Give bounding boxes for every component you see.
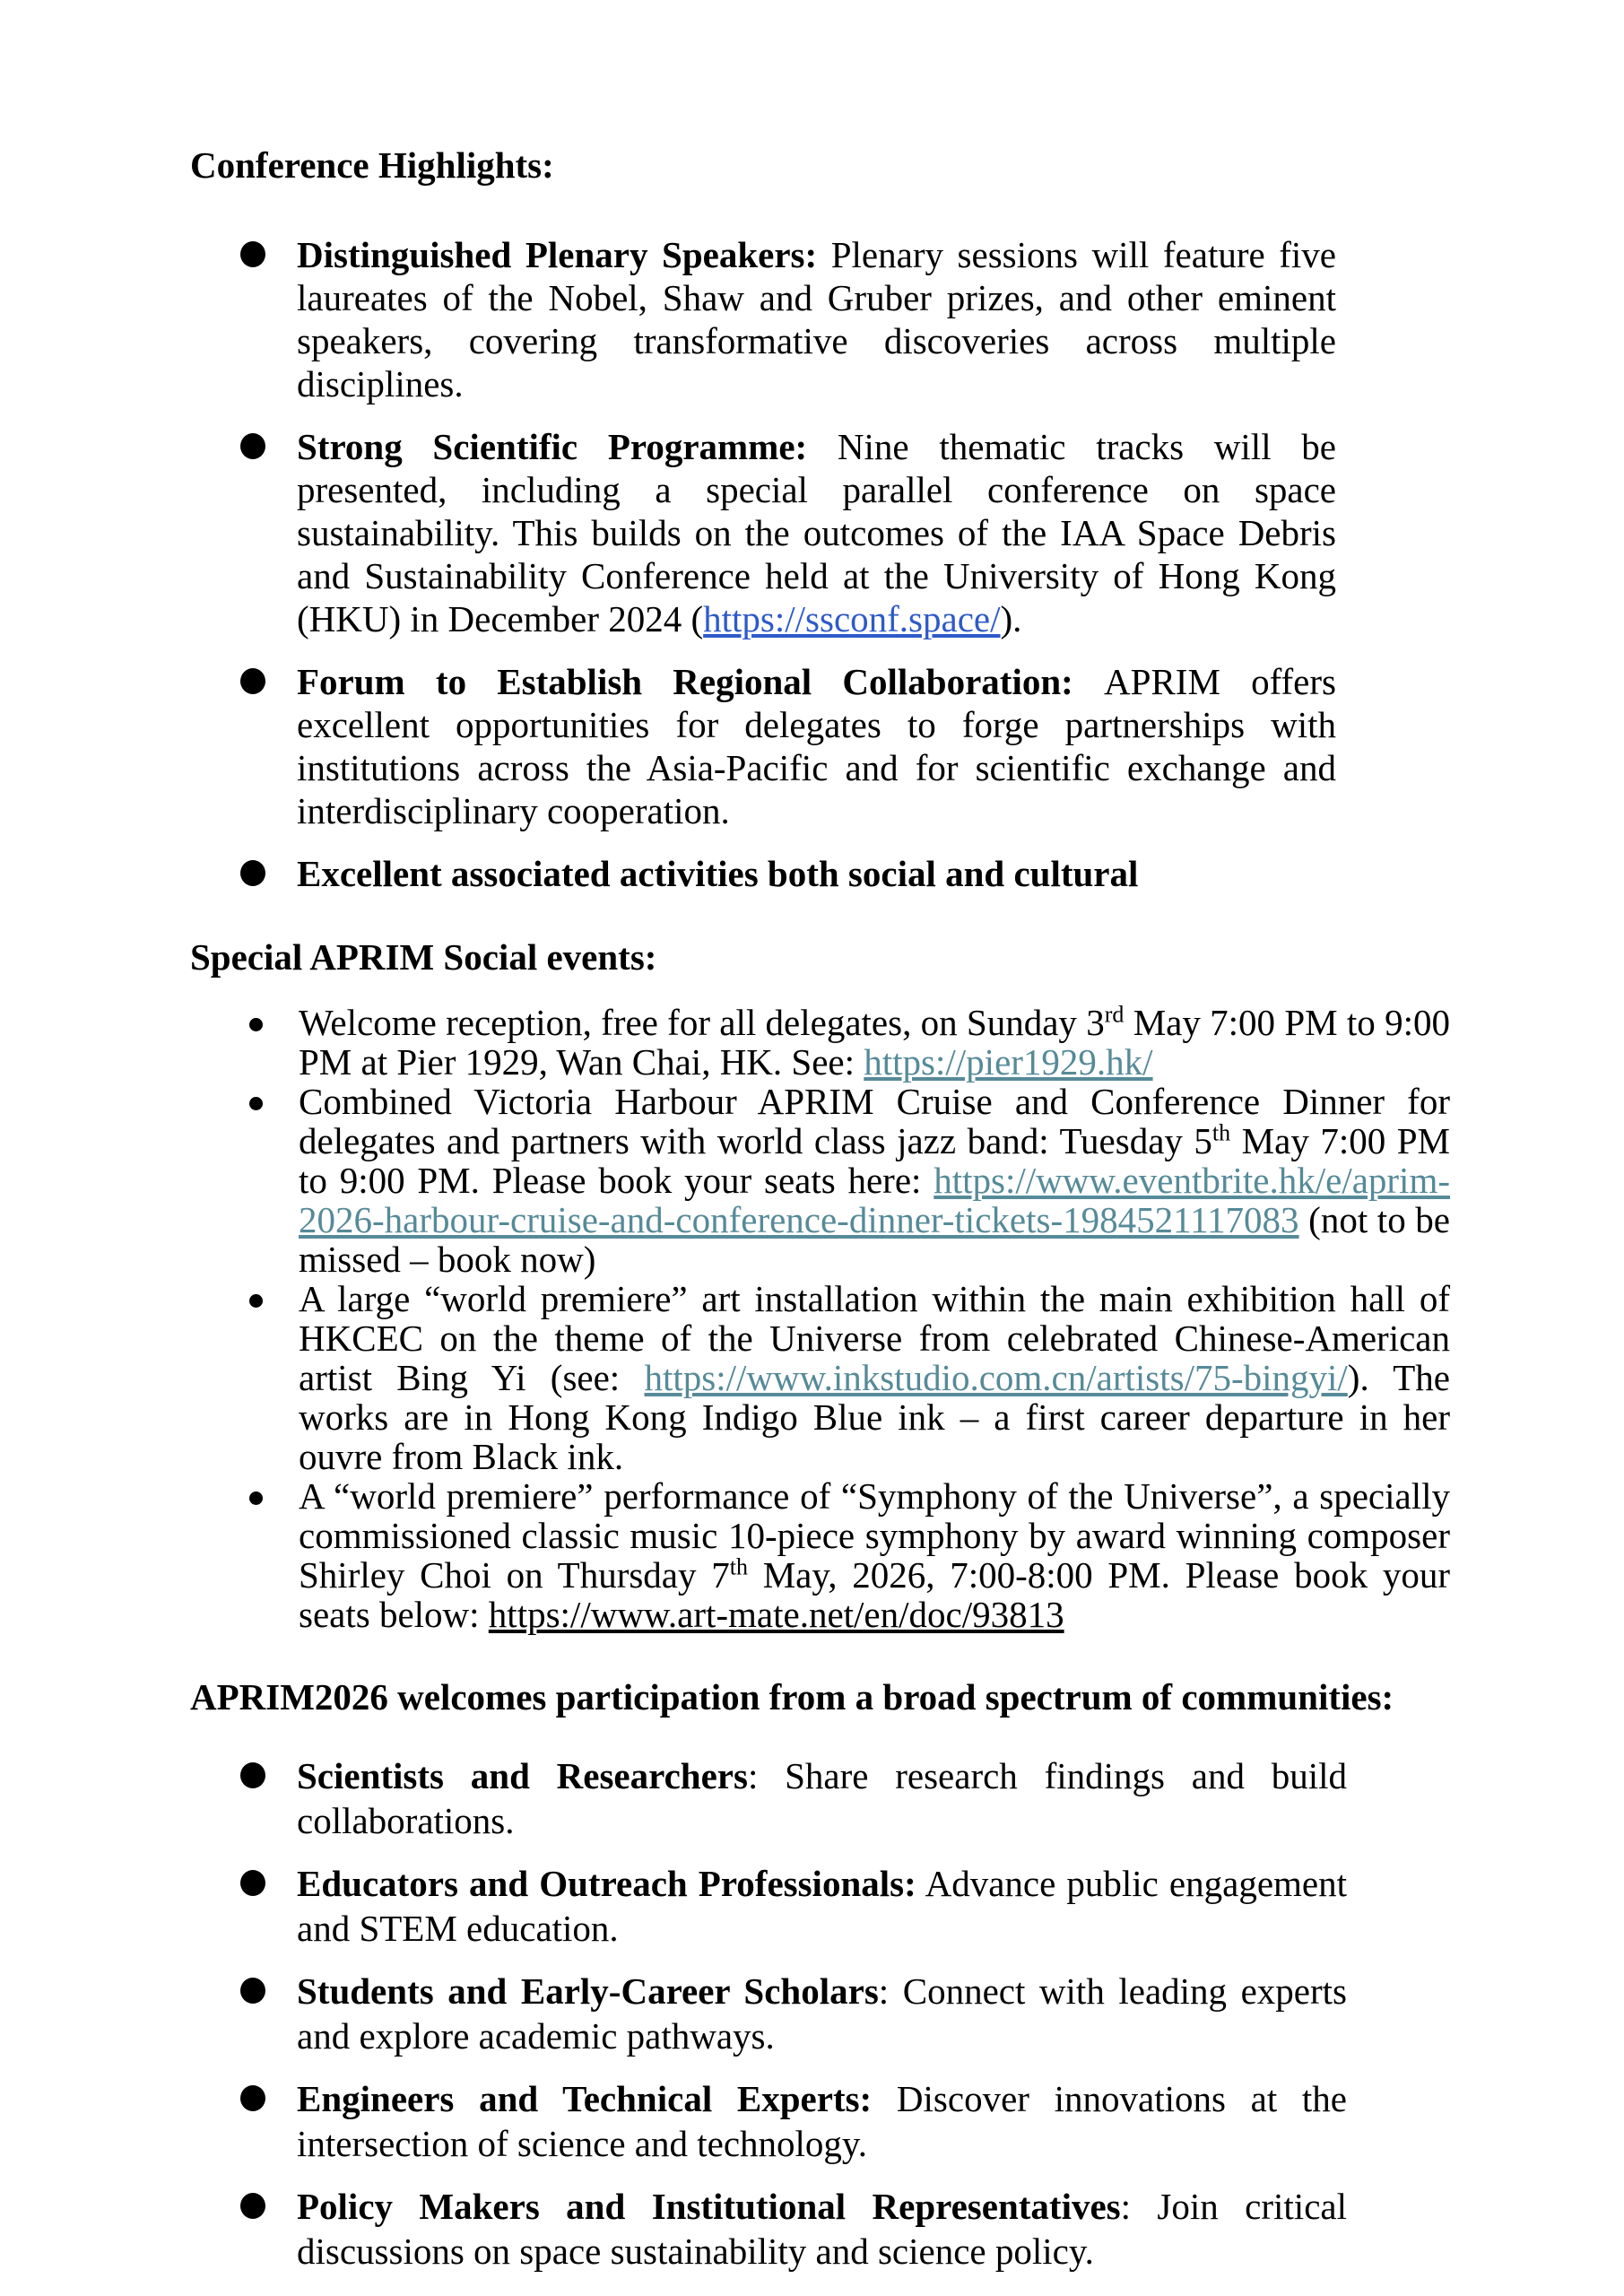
item-text: Combined Victoria Harbour APRIM Cruise and Conference Dinner for delegates and partners with world class jazz band: Tuesday 5th May 7:00 PM to 9:00 PM. Please book your seats here: https://www.eventbrite.hk/e/aprim-2026-harbour-cruise-and-conference-dinner-tickets-1984521117083 (not to be missed – book now) [299, 1081, 1450, 1280]
superscript-text: th [729, 1553, 748, 1580]
item-text [297, 853, 1138, 894]
bullet-item [190, 233, 1336, 405]
bullet-marker-icon [249, 1097, 263, 1110]
item-text: A “world premiere” performance of “Symphony of the Universe”, a specially commissioned classic music 10-piece symphony by award winning composer Shirley Choi on Thursday 7th May, 2026, 7:00-8:00 PM. Please book your seats below: https://www.art-mate.net/en/doc/93813 [299, 1475, 1450, 1635]
bullet-item [190, 2184, 1347, 2274]
bold-lead-in: Students and Early-Career Scholars [297, 1970, 879, 2012]
bullet-item [190, 1279, 1450, 1476]
link[interactable]: https://ssconf.space/ [703, 598, 1001, 639]
bullet-item [190, 1082, 1450, 1279]
item-text: Educators and Outreach Professionals: Advance public engagement and STEM education. [297, 1863, 1347, 1949]
document-content [190, 144, 1535, 2274]
bullet-marker-icon [240, 1762, 265, 1788]
bullet-item [190, 1753, 1347, 1843]
link[interactable]: https://pier1929.hk/ [864, 1041, 1153, 1083]
item-text: Forum to Establish Regional Collaboration: APRIM offers excellent opportunities for delegates to forge partnerships with institutions across the Asia-Pacific and for scientific exchange and interdisciplinary cooperation. [297, 661, 1336, 831]
bullet-marker-icon [240, 1870, 265, 1896]
bullet-item [190, 1003, 1450, 1082]
bullet-marker-icon [240, 668, 265, 694]
heading-special-aprim-social-events: Special APRIM Social events: [190, 936, 657, 978]
item-text: Strong Scientific Programme: Nine thematic tracks will be presented, including a special parallel conference on space sustainability. This builds on the outcomes of the IAA Space Debris and Sustainability Conference held at the University of Hong Kong (HKU) in December 2024 (https://ssconf.space/). [297, 426, 1337, 639]
bullet-marker-icon [249, 1492, 263, 1505]
bold-lead-in: Strong Scientific Programme: [297, 426, 838, 467]
item-text: Scientists and Researchers: Share research findings and build collaborations. [297, 1755, 1347, 1841]
bullet-item [190, 1476, 1450, 1634]
bullet-item [190, 1861, 1347, 1951]
list-conference-highlights [190, 233, 1336, 895]
bold-lead-in: Scientists and Researchers [297, 1755, 748, 1796]
bullet-marker-icon [240, 1978, 265, 2004]
bullet-marker-icon [240, 2193, 265, 2219]
list-social-events [190, 1003, 1450, 1634]
bullet-marker-icon [240, 433, 265, 459]
bullet-item [190, 425, 1336, 640]
superscript-text: rd [1104, 1001, 1125, 1028]
bullet-item [190, 852, 1336, 895]
bullet-item [190, 2076, 1347, 2166]
item-text: Welcome reception, free for all delegates, on Sunday 3rd May 7:00 PM to 9:00 PM at Pier 1929, Wan Chai, HK. See: https://pier1929.hk/ [299, 1001, 1450, 1083]
bullet-item [190, 1969, 1347, 2058]
bold-lead-in: Engineers and Technical Experts: [297, 2078, 873, 2119]
superscript-text: th [1211, 1119, 1231, 1146]
heading-conference-highlights: Conference Highlights: [190, 144, 554, 186]
bold-lead-in: Educators and Outreach Professionals: [297, 1863, 916, 1904]
bullet-marker-icon [240, 2085, 265, 2111]
link[interactable]: https://www.inkstudio.com.cn/artists/75-bingyi/ [644, 1357, 1348, 1398]
bold-lead-in: Forum to Establish Regional Collaboration: [297, 661, 1105, 702]
list-communities [190, 1753, 1347, 2274]
item-text: Engineers and Technical Experts: Discover innovations at the intersection of science and technology. [297, 2078, 1348, 2164]
bullet-marker-icon [249, 1294, 263, 1308]
item-text: Students and Early-Career Scholars: Connect with leading experts and explore academic pathways. [297, 1970, 1347, 2057]
bullet-item [190, 660, 1336, 832]
link[interactable]: https://www.eventbrite.hk/e/aprim-2026-harbour-cruise-and-conference-dinner-tickets-1984521117083 [299, 1160, 1450, 1240]
bullet-marker-icon [249, 1018, 263, 1031]
item-text: Distinguished Plenary Speakers: Plenary sessions will feature five laureates of the Nobel, Shaw and Gruber prizes, and other eminent speakers, covering transformative discoveries across multiple disciplines. [297, 234, 1337, 404]
bold-lead-in: Policy Makers and Institutional Representatives [297, 2186, 1121, 2227]
bold-lead-in: Excellent associated activities both social and cultural [297, 853, 1139, 894]
bullet-marker-icon [240, 860, 265, 886]
item-text: Policy Makers and Institutional Representatives: Join critical discussions on space sustainability and science policy. [297, 2186, 1347, 2272]
item-text: A large “world premiere” art installation within the main exhibition hall of HKCEC on the theme of the Universe from celebrated Chinese-American artist Bing Yi (see: https://www.inkstudio.com.cn/artists/75-bingyi/). The works are in Hong Kong Indigo Blue ink – a first career departure in her ouvre from Black ink. [299, 1278, 1450, 1477]
link[interactable]: https://www.art-mate.net/en/doc/93813 [488, 1594, 1064, 1635]
heading-aprim2026-welcomes: APRIM2026 welcomes participation from a broad spectrum of communities: [190, 1676, 1394, 1718]
bullet-marker-icon [240, 241, 265, 267]
bold-lead-in: Distinguished Plenary Speakers: [297, 234, 831, 275]
